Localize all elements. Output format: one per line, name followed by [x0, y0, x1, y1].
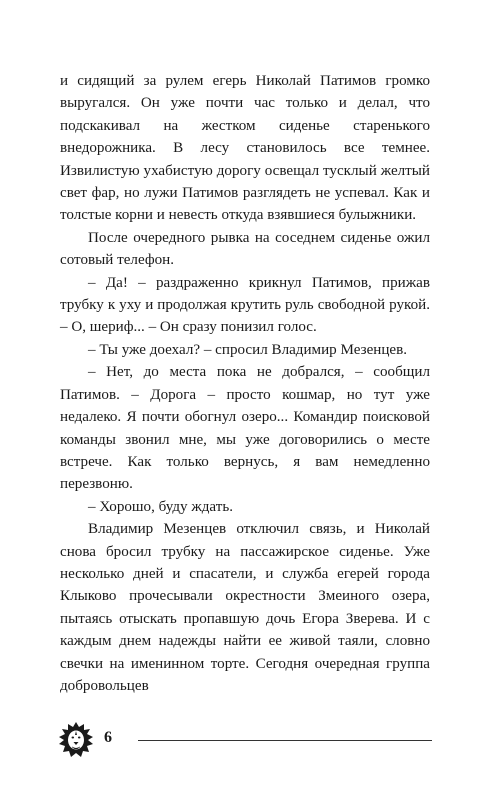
footer-rule: [138, 740, 432, 741]
paragraph-5: – Нет, до места пока не добрался, – сообщил Патимов. – Дорога – просто кошмар, но тут уже недалеко. Я почти обогнул озеро... Командир поисковой команды звонил мне, мы уже договорились о месте встрече. Как только вернусь, я вам немедленно перезвоню.: [60, 364, 430, 493]
body-text: [60, 70, 430, 697]
paragraph-2: После очередного рывка на соседнем сиденье ожил сотовый телефон.: [60, 229, 430, 269]
paragraph-7: Владимир Мезенцев отключил связь, и Николай снова бросил трубку на пассажирское сиденье. Уже несколько дней и спасатели, и служба егерей города Клыково прочесывали окрестности Змеиного озера, пытаясь отыскать пропавшую дочь Егора Зверева. И с каждым днем надежды найти ее живой таяли, словно свечки на именинном торте. Сегодня очередная группа добровольцев: [60, 521, 430, 694]
page-number: 6: [104, 729, 112, 746]
paragraph-6: – Хорошо, буду ждать.: [88, 498, 233, 515]
paragraph-3: – Да! – раздраженно крикнул Патимов, прижав трубку к уху и продолжая крутить руль свободной рукой. – О, шериф... – Он сразу понизил голос.: [60, 274, 430, 336]
paragraph-4: – Ты уже доехал? – спросил Владимир Мезенцев.: [88, 341, 408, 358]
page-footer: [56, 720, 432, 760]
paragraph-1: и сидящий за рулем егерь Николай Патимов громко выругался. Он уже почти час только и делал, что подскакивал на жестком сиденье старенького внедорожника. В лесу становилось все темнее. Извилистую ухабистую дорогу освещал тусклый желтый свет фар, но лужи Патимов разглядеть не успевал. Как и толстые корни и невесть откуда взявшиеся булыжники.: [60, 73, 430, 224]
lion-head-icon: [56, 720, 96, 760]
